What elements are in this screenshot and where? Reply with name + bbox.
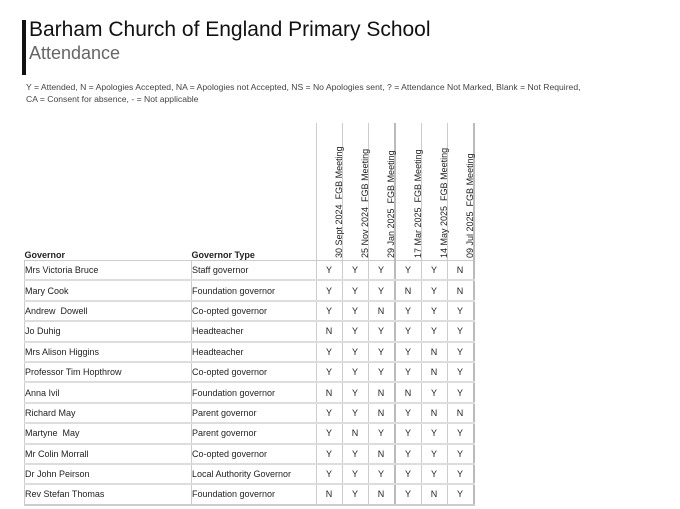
attendance-legend — [26, 81, 678, 105]
attendance-cell: Y — [447, 301, 474, 321]
attendance-cell: N — [316, 484, 342, 504]
governor-name: Jo Duhig — [25, 321, 192, 341]
attendance-cell: Y — [447, 484, 474, 504]
attendance-cell: Y — [421, 280, 447, 300]
meeting-date: 29 Jan 2025 — [386, 208, 396, 258]
governor-name: Professor Tim Hopthrow — [25, 362, 192, 382]
attendance-cell: N — [421, 403, 447, 423]
meeting-date: 09 Jul 2025 — [465, 211, 475, 258]
meeting-column-header — [421, 123, 447, 261]
attendance-cell: N — [421, 362, 447, 382]
meeting-name: FGB Meeting — [413, 149, 423, 203]
attendance-cell: Y — [421, 261, 447, 281]
governor-name: Anna Ivil — [25, 382, 192, 402]
attendance-cell: N — [421, 342, 447, 362]
attendance-cell: Y — [447, 321, 474, 341]
table-row — [25, 362, 474, 382]
attendance-cell: Y — [342, 382, 368, 402]
attendance-cell: Y — [447, 342, 474, 362]
attendance-cell: Y — [421, 464, 447, 484]
attendance-cell: N — [421, 484, 447, 504]
attendance-cell: Y — [368, 321, 395, 341]
table-header-row — [25, 123, 474, 261]
table-row — [25, 484, 474, 504]
page-subtitle: Attendance — [29, 43, 121, 63]
attendance-cell: N — [368, 444, 395, 464]
meeting-date: 30 Sept 2024 — [334, 204, 344, 258]
attendance-cell: Y — [342, 301, 368, 321]
attendance-cell: Y — [368, 464, 395, 484]
attendance-cell: N — [368, 484, 395, 504]
attendance-cell: Y — [395, 342, 422, 362]
meeting-column-header — [316, 123, 342, 261]
table-row — [25, 261, 474, 281]
governor-name: Mrs Victoria Bruce — [25, 261, 192, 281]
attendance-cell: N — [368, 382, 395, 402]
attendance-cell: Y — [395, 403, 422, 423]
table-row — [25, 423, 474, 443]
attendance-cell: Y — [342, 342, 368, 362]
attendance-cell: Y — [447, 444, 474, 464]
attendance-cell: Y — [316, 423, 342, 443]
attendance-cell: Y — [316, 362, 342, 382]
attendance-cell: Y — [316, 403, 342, 423]
meeting-name: FGB Meeting — [360, 148, 370, 202]
attendance-cell: Y — [316, 261, 342, 281]
governor-name: Richard May — [25, 403, 192, 423]
table-row — [25, 464, 474, 484]
attendance-cell: N — [447, 261, 474, 281]
governor-name: Mrs Alison Higgins — [25, 342, 192, 362]
governor-type: Headteacher — [192, 342, 317, 362]
meeting-name: FGB Meeting — [334, 146, 344, 200]
attendance-cell: Y — [421, 423, 447, 443]
governor-type: Foundation governor — [192, 280, 317, 300]
governor-type: Staff governor — [192, 261, 317, 281]
attendance-cell: Y — [395, 362, 422, 382]
governor-name: Mr Colin Morrall — [25, 444, 192, 464]
meeting-date: 17 Mar 2025 — [413, 207, 423, 258]
attendance-cell: Y — [421, 444, 447, 464]
attendance-cell: Y — [447, 464, 474, 484]
attendance-cell: Y — [342, 362, 368, 382]
attendance-cell: Y — [395, 423, 422, 443]
attendance-cell: Y — [342, 403, 368, 423]
attendance-cell: Y — [342, 484, 368, 504]
governor-type: Foundation governor — [192, 382, 317, 402]
governor-type: Local Authority Governor — [192, 464, 317, 484]
attendance-cell: N — [316, 321, 342, 341]
governor-name: Dr John Peirson — [25, 464, 192, 484]
governor-name: Rev Stefan Thomas — [25, 484, 192, 504]
governor-type-column-header: Governor Type — [191, 250, 255, 260]
table-row — [25, 280, 474, 300]
meeting-column-header — [395, 123, 422, 261]
attendance-cell: Y — [342, 464, 368, 484]
governor-type: Co-opted governor — [192, 444, 317, 464]
meeting-name: FGB Meeting — [439, 147, 449, 201]
governor-type: Parent governor — [192, 423, 317, 443]
attendance-cell: Y — [368, 342, 395, 362]
attendance-cell: N — [368, 301, 395, 321]
attendance-cell: N — [447, 403, 474, 423]
governor-type: Foundation governor — [192, 484, 317, 504]
governor-name: Mary Cook — [25, 280, 192, 300]
attendance-cell: Y — [395, 464, 422, 484]
meeting-column-header — [342, 123, 368, 261]
attendance-cell: N — [447, 280, 474, 300]
legend-line-1: Y = Attended, N = Apologies Accepted, NA = Apologies not Accepted, NS = No Apologies sent, ? = Attendance Not Marked, Blank = Not Required, — [26, 82, 581, 92]
attendance-cell: N — [395, 382, 422, 402]
attendance-table — [24, 123, 475, 506]
attendance-cell: Y — [421, 321, 447, 341]
meeting-column-header — [447, 123, 474, 261]
attendance-cell: Y — [421, 382, 447, 402]
attendance-cell: Y — [421, 301, 447, 321]
meeting-date: 25 Nov 2024 — [360, 206, 370, 258]
attendance-cell: N — [368, 403, 395, 423]
meeting-name: FGB Meeting — [465, 153, 475, 207]
governor-type: Headteacher — [192, 321, 317, 341]
attendance-cell: Y — [395, 484, 422, 504]
attendance-cell: Y — [368, 280, 395, 300]
attendance-cell: N — [316, 382, 342, 402]
meeting-name: FGB Meeting — [386, 150, 396, 204]
attendance-cell: Y — [316, 280, 342, 300]
attendance-cell: Y — [395, 444, 422, 464]
legend-line-2: CA = Consent for absence, - = Not applicable — [26, 94, 199, 104]
table-row — [25, 321, 474, 341]
governor-type: Co-opted governor — [192, 301, 317, 321]
table-row — [25, 403, 474, 423]
school-name: Barham Church of England Primary School — [29, 18, 431, 41]
attendance-cell: Y — [316, 342, 342, 362]
attendance-cell: N — [395, 280, 422, 300]
attendance-cell: Y — [342, 444, 368, 464]
attendance-cell: Y — [368, 261, 395, 281]
attendance-cell: Y — [368, 423, 395, 443]
title-accent-bar — [22, 20, 26, 75]
governor-name: Andrew Dowell — [25, 301, 192, 321]
governor-type: Co-opted governor — [192, 362, 317, 382]
meeting-date: 14 May 2025 — [439, 205, 449, 258]
attendance-cell: N — [342, 423, 368, 443]
table-row — [25, 382, 474, 402]
attendance-cell: Y — [316, 464, 342, 484]
attendance-cell: Y — [342, 321, 368, 341]
meeting-label — [465, 123, 475, 258]
attendance-cell: Y — [395, 261, 422, 281]
attendance-cell: Y — [316, 444, 342, 464]
table-row — [25, 301, 474, 321]
meeting-column-header — [368, 123, 395, 261]
governor-column-header: Governor — [24, 250, 66, 260]
attendance-cell: Y — [342, 280, 368, 300]
attendance-cell: Y — [395, 301, 422, 321]
attendance-cell: Y — [447, 382, 474, 402]
attendance-cell: Y — [316, 301, 342, 321]
governor-name: Martyne May — [25, 423, 192, 443]
attendance-cell: Y — [447, 423, 474, 443]
attendance-cell: Y — [342, 261, 368, 281]
governor-type: Parent governor — [192, 403, 317, 423]
attendance-cell: Y — [447, 362, 474, 382]
table-row — [25, 444, 474, 464]
attendance-cell: Y — [395, 321, 422, 341]
attendance-cell: Y — [368, 362, 395, 382]
table-row — [25, 342, 474, 362]
